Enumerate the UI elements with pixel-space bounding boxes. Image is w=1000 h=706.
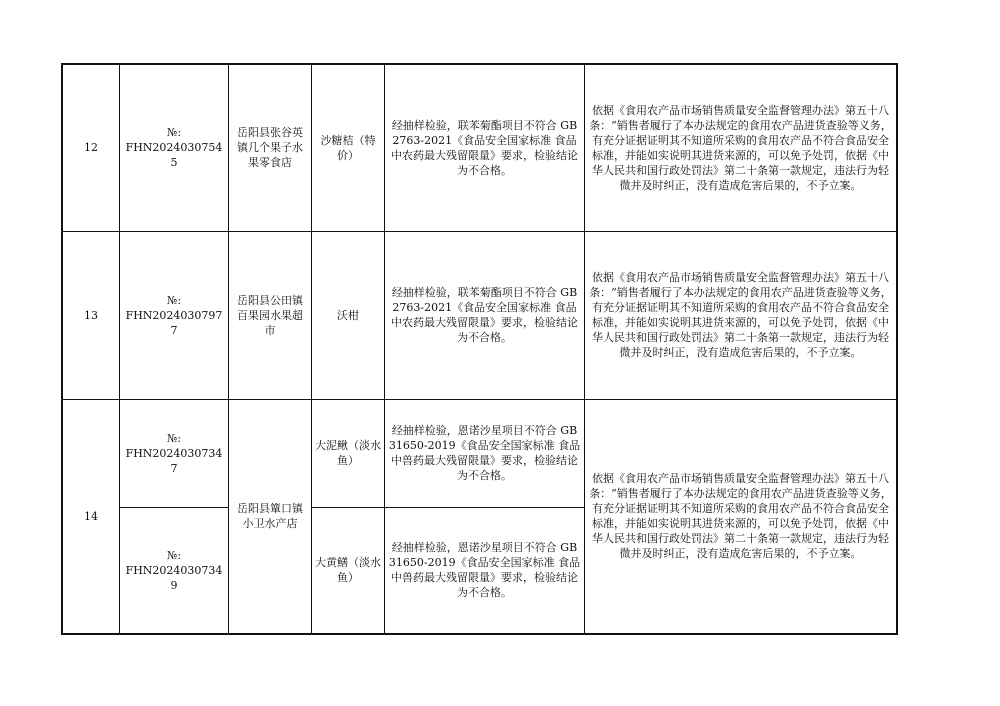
sample-number-prefix: №: [166,431,182,445]
disposal-basis: 依据《食用农产品市场销售质量安全监督管理办法》第五十八条：“销售者履行了本办法规定的食用农产品进货查验等义务，有充分证据证明其不知道所采购的食用农产品不符合食品安全标准，并能如实说明其进货来源的，可以免予处罚，依据《中华人民共和国行政处罚法》第二十条第一款规定，违法行为轻微并及时纠正，没有造成危害后果的，不予立案。 [585,64,898,231]
sample-number-cell [120,507,229,634]
inspection-result: 经抽样检验，恩诺沙星项目不符合 GB 31650-2019《食品安全国家标准 食品中兽药最大残留限量》要求，检验结论为不合格。 [385,399,585,507]
inspection-result: 经抽样检验，联苯菊酯项目不符合 GB 2763-2021《食品安全国家标准 食品中农药最大残留限量》要求，检验结论为不合格。 [385,64,585,231]
inspection-results-table [61,63,898,635]
sample-number: FHN20240307347 [125,446,223,475]
row-number: 13 [62,231,120,399]
inspection-result: 经抽样检验，联苯菊酯项目不符合 GB 2763-2021《食品安全国家标准 食品中农药最大残留限量》要求，检验结论为不合格。 [385,231,585,399]
product-name: 大黄鳝（淡水鱼） [312,507,385,634]
sample-number-prefix: №: [166,126,182,140]
sample-number-cell [120,399,229,507]
sample-number-prefix: №: [166,293,182,307]
sample-number-cell [120,64,229,231]
row-number: 12 [62,64,120,231]
store-name: 岳阳县公田镇百果园水果超市 [229,231,312,399]
table-row [62,399,897,507]
sample-number: FHN20240307977 [125,308,223,337]
product-name: 沙糖桔（特价） [312,64,385,231]
store-name: 岳阳县张谷英镇几个果子水果零食店 [229,64,312,231]
table-row [62,231,897,399]
sample-number: FHN20240307349 [125,563,223,592]
disposal-basis: 依据《食用农产品市场销售质量安全监督管理办法》第五十八条：“销售者履行了本办法规定的食用农产品进货查验等义务，有充分证据证明其不知道所采购的食用农产品不符合食品安全标准，并能如实说明其进货来源的，可以免予处罚，依据《中华人民共和国行政处罚法》第二十条第一款规定，违法行为轻微并及时纠正，没有造成危害后果的，不予立案。 [585,399,898,634]
product-name: 沃柑 [312,231,385,399]
store-name: 岳阳县簞口镇小卫水产店 [229,399,312,634]
sample-number-prefix: №: [166,548,182,562]
disposal-basis: 依据《食用农产品市场销售质量安全监督管理办法》第五十八条：“销售者履行了本办法规定的食用农产品进货查验等义务，有充分证据证明其不知道所采购的食用农产品不符合食品安全标准，并能如实说明其进货来源的，可以免予处罚，依据《中华人民共和国行政处罚法》第二十条第一款规定，违法行为轻微并及时纠正，没有造成危害后果的，不予立案。 [585,231,898,399]
row-number: 14 [62,399,120,634]
inspection-result: 经抽样检验，恩诺沙星项目不符合 GB 31650-2019《食品安全国家标准 食品中兽药最大残留限量》要求，检验结论为不合格。 [385,507,585,634]
sample-number: FHN20240307545 [125,141,223,170]
sample-number-cell [120,231,229,399]
product-name: 大泥鳅（淡水鱼） [312,399,385,507]
table-row [62,64,897,231]
